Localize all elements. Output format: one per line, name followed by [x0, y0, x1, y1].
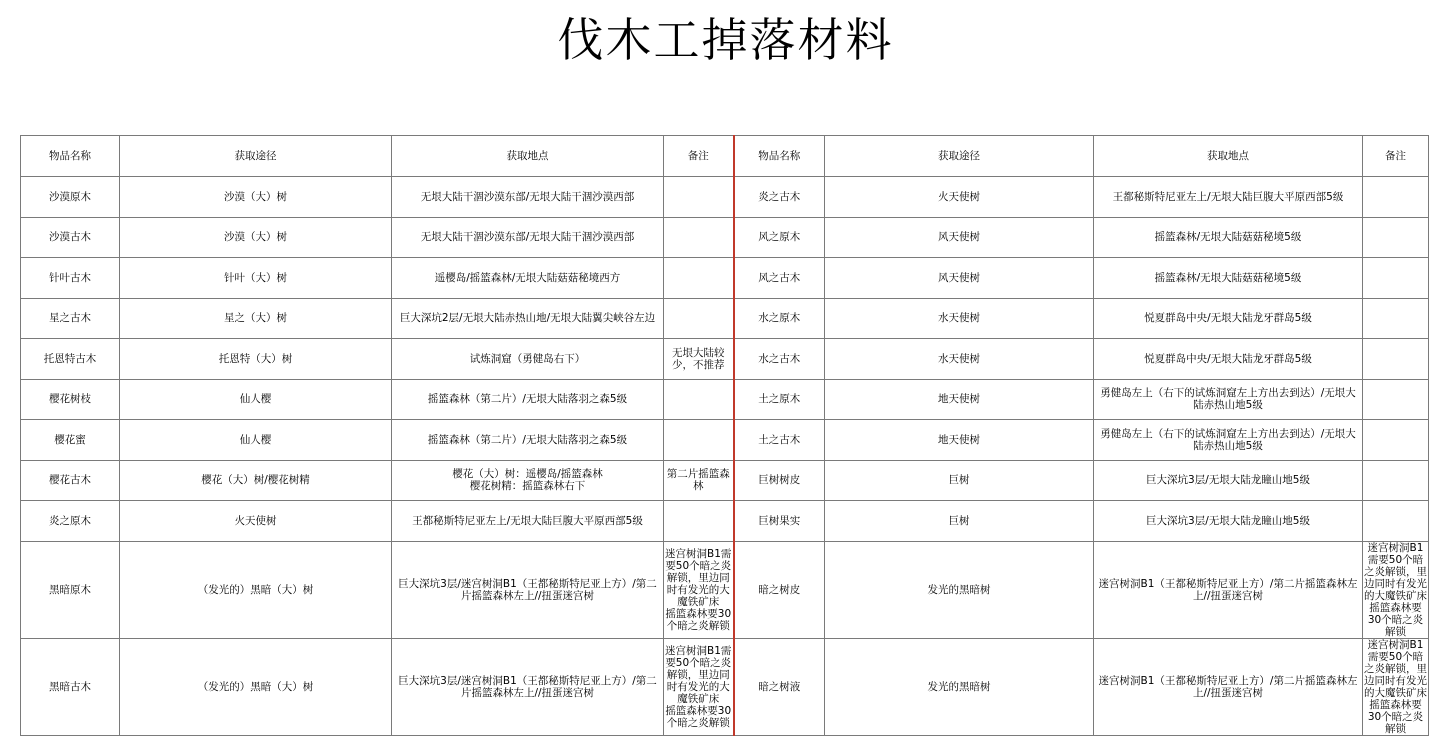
item-name-cell: 水之原木 [734, 298, 825, 339]
method-cell: 星之（大）树 [120, 298, 392, 339]
method-cell: 仙人樱 [120, 420, 392, 461]
table-row [21, 638, 1429, 735]
item-name-cell: 托恩特古木 [21, 339, 120, 380]
table-row [21, 541, 1429, 638]
table-row [21, 298, 1429, 339]
table-row [21, 258, 1429, 299]
item-name-cell: 土之古木 [734, 420, 825, 461]
method-cell: 地天使树 [825, 379, 1094, 420]
method-cell: 火天使树 [120, 501, 392, 542]
note-cell [664, 420, 734, 461]
note-cell [664, 379, 734, 420]
location-cell: 摇篮森林/无垠大陆菇菇秘境5级 [1094, 217, 1363, 258]
note-cell [1363, 379, 1429, 420]
location-cell: 巨大深坑3层/无垠大陆龙瞳山地5级 [1094, 501, 1363, 542]
method-cell: 水天使树 [825, 298, 1094, 339]
item-name-cell: 樱花蜜 [21, 420, 120, 461]
location-cell: 遥樱岛/摇篮森林/无垠大陆菇菇秘境西方 [392, 258, 664, 299]
item-name-cell: 暗之树液 [734, 638, 825, 735]
header-item-name: 物品名称 [21, 136, 120, 177]
note-cell [1363, 420, 1429, 461]
header-location: 获取地点 [1094, 136, 1363, 177]
location-cell: 悦夏群岛中央/无垠大陆龙牙群岛5级 [1094, 298, 1363, 339]
method-cell: （发光的）黑暗（大）树 [120, 541, 392, 638]
method-cell: 地天使树 [825, 420, 1094, 461]
note-cell [664, 298, 734, 339]
item-name-cell: 巨树果实 [734, 501, 825, 542]
note-cell: 迷宫树洞B1需要50个暗之炎解锁，里边同时有发光的大魔铁矿床 摇篮森林要30个暗之炎解锁 [1364, 638, 1427, 735]
note-cell [1363, 217, 1429, 258]
note-cell: 第二片摇篮森林 [664, 460, 734, 501]
table-row [21, 460, 1429, 501]
item-name-cell: 炎之原木 [21, 501, 120, 542]
item-name-cell: 星之古木 [21, 298, 120, 339]
table-row [21, 379, 1429, 420]
note-cell [664, 217, 734, 258]
note-cell [1363, 339, 1429, 380]
item-name-cell: 黑暗古木 [21, 638, 120, 735]
location-cell: 巨大深坑2层/无垠大陆赤热山地/无垠大陆翼尖峡谷左边 [392, 298, 664, 339]
note-cell: 迷宫树洞B1需要50个暗之炎解锁，里边同时有发光的大魔铁矿床 摇篮森林要30个暗之炎解锁 [664, 541, 734, 638]
location-cell: 迷宫树洞B1（王都秘斯特尼亚上方）/第二片摇篮森林左上//扭蛋迷宫树 [1094, 541, 1363, 638]
location-cell: 王都秘斯特尼亚左上/无垠大陆巨腹大平原西部5级 [392, 501, 664, 542]
method-cell: 托恩特（大）树 [120, 339, 392, 380]
note-cell: 迷宫树洞B1需要50个暗之炎解锁，里边同时有发光的大魔铁矿床 摇篮森林要30个暗之炎解锁 [664, 638, 734, 735]
item-name-cell: 土之原木 [734, 379, 825, 420]
method-cell: 火天使树 [825, 177, 1094, 218]
header-method: 获取途径 [825, 136, 1094, 177]
item-name-cell: 樱花古木 [21, 460, 120, 501]
method-cell: 水天使树 [825, 339, 1094, 380]
method-cell: 发光的黑暗树 [825, 638, 1094, 735]
note-cell [1363, 258, 1429, 299]
location-cell: 樱花（大）树：遥樱岛/摇篮森林 樱花树精：摇篮森林右下 [392, 460, 664, 501]
location-cell: 巨大深坑3层/迷宫树洞B1（王都秘斯特尼亚上方）/第二片摇篮森林左上//扭蛋迷宫树 [392, 638, 664, 735]
method-cell: 沙漠（大）树 [120, 177, 392, 218]
location-cell: 试炼洞窟（勇健岛右下） [392, 339, 664, 380]
location-cell: 巨大深坑3层/无垠大陆龙瞳山地5级 [1094, 460, 1363, 501]
item-name-cell: 风之古木 [734, 258, 825, 299]
item-name-cell: 黑暗原木 [21, 541, 120, 638]
note-cell: 无垠大陆较少，不推荐 [664, 339, 734, 380]
table-header-row [21, 136, 1429, 177]
method-cell: 沙漠（大）树 [120, 217, 392, 258]
table-row [21, 177, 1429, 218]
table-row [21, 420, 1429, 461]
item-name-cell: 沙漠古木 [21, 217, 120, 258]
table-row [21, 339, 1429, 380]
table-row [21, 217, 1429, 258]
header-note: 备注 [664, 136, 734, 177]
note-cell [664, 258, 734, 299]
location-cell: 勇健岛左上（右下的试炼洞窟左上方出去到达）/无垠大陆赤热山地5级 [1094, 379, 1363, 420]
location-cell: 无垠大陆干涸沙漠东部/无垠大陆干涸沙漠西部 [392, 217, 664, 258]
header-item-name: 物品名称 [734, 136, 825, 177]
item-name-cell: 樱花树枝 [21, 379, 120, 420]
header-method: 获取途径 [120, 136, 392, 177]
location-cell: 迷宫树洞B1（王都秘斯特尼亚上方）/第二片摇篮森林左上//扭蛋迷宫树 [1094, 638, 1363, 735]
location-cell: 勇健岛左上（右下的试炼洞窟左上方出去到达）/无垠大陆赤热山地5级 [1094, 420, 1363, 461]
item-name-cell: 暗之树皮 [734, 541, 825, 638]
method-cell: 巨树 [825, 501, 1094, 542]
item-name-cell: 炎之古木 [734, 177, 825, 218]
item-name-cell: 针叶古木 [21, 258, 120, 299]
note-cell [1363, 177, 1429, 218]
location-cell: 摇篮森林/无垠大陆菇菇秘境5级 [1094, 258, 1363, 299]
item-name-cell: 水之古木 [734, 339, 825, 380]
method-cell: （发光的）黑暗（大）树 [120, 638, 392, 735]
method-cell: 发光的黑暗树 [825, 541, 1094, 638]
note-cell [664, 501, 734, 542]
materials-table [20, 135, 1429, 736]
location-cell: 王都秘斯特尼亚左上/无垠大陆巨腹大平原西部5级 [1094, 177, 1363, 218]
page-title: 伐木工掉落材料 [557, 13, 894, 67]
header-location: 获取地点 [392, 136, 664, 177]
item-name-cell: 巨树树皮 [734, 460, 825, 501]
method-cell: 仙人樱 [120, 379, 392, 420]
item-name-cell: 风之原木 [734, 217, 825, 258]
location-cell: 巨大深坑3层/迷宫树洞B1（王都秘斯特尼亚上方）/第二片摇篮森林左上//扭蛋迷宫树 [392, 541, 664, 638]
method-cell: 针叶（大）树 [120, 258, 392, 299]
location-cell: 摇篮森林（第二片）/无垠大陆落羽之森5级 [392, 420, 664, 461]
header-note: 备注 [1363, 136, 1429, 177]
location-cell: 无垠大陆干涸沙漠东部/无垠大陆干涸沙漠西部 [392, 177, 664, 218]
item-name-cell: 沙漠原木 [21, 177, 120, 218]
note-cell: 迷宫树洞B1需要50个暗之炎解锁，里边同时有发光的大魔铁矿床 摇篮森林要30个暗之炎解锁 [1364, 541, 1427, 638]
note-cell [1363, 298, 1429, 339]
location-cell: 摇篮森林（第二片）/无垠大陆落羽之森5级 [392, 379, 664, 420]
method-cell: 樱花（大）树/樱花树精 [120, 460, 392, 501]
note-cell [664, 177, 734, 218]
table-row [21, 501, 1429, 542]
note-cell [1363, 460, 1429, 501]
method-cell: 风天使树 [825, 258, 1094, 299]
method-cell: 巨树 [825, 460, 1094, 501]
note-cell [1363, 501, 1429, 542]
method-cell: 风天使树 [825, 217, 1094, 258]
location-cell: 悦夏群岛中央/无垠大陆龙牙群岛5级 [1094, 339, 1363, 380]
